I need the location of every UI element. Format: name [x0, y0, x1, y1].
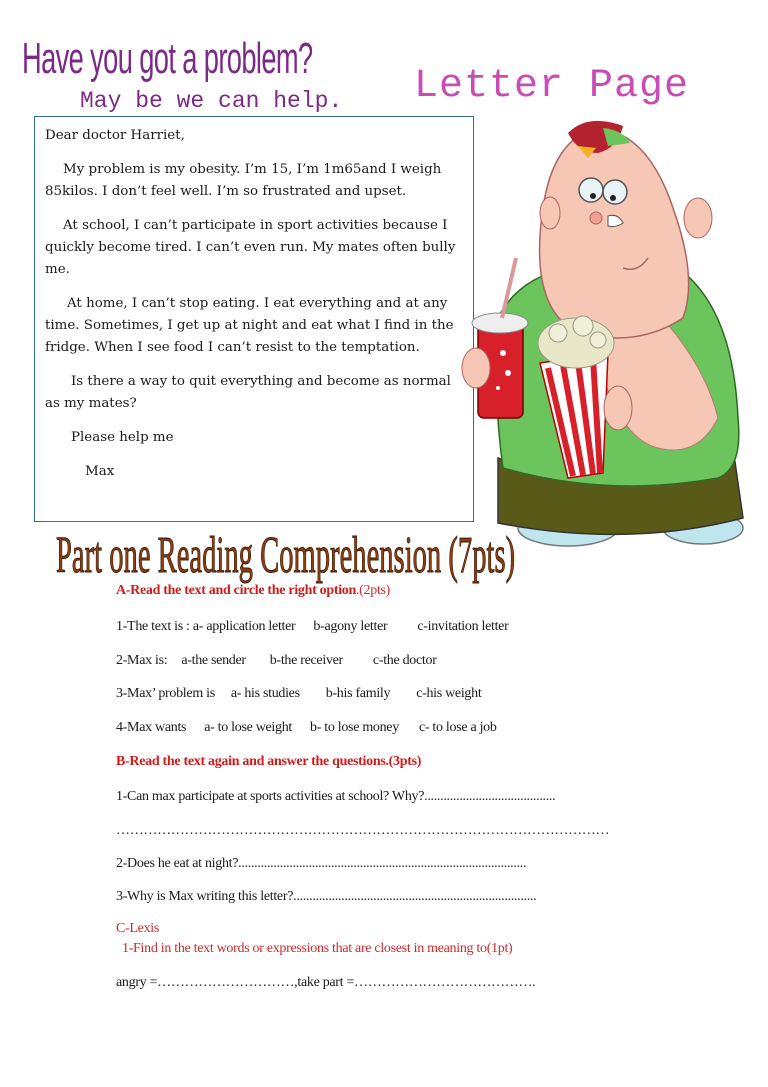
question-stem: 1-The text is :	[116, 619, 193, 634]
question-stem: 3-Max’ problem is	[116, 686, 215, 701]
section-a-points: .(2pts)	[355, 583, 391, 598]
letter-paragraph: My problem is my obesity. I’m 15, I’m 1m65and I weigh 85kilos. I don’t feel well. I’m so frustrated and upset.	[45, 162, 442, 199]
question-stem: 4-Max wants	[116, 720, 187, 735]
section-c-title: C-Lexis	[116, 921, 160, 936]
title-main: Have you got a problem?	[22, 34, 313, 83]
letter-signature: Max	[85, 464, 115, 479]
question-stem: 2-Max is:	[116, 653, 168, 668]
lexis-items[interactable]: angry =…………………………,take part =………………………………….	[116, 975, 536, 990]
question-b2[interactable]: 2-Does he eat at night?..........................................................................................	[116, 856, 527, 871]
option-a[interactable]: a- application letter	[192, 619, 296, 634]
boy-illustration	[458, 118, 768, 558]
question-b3[interactable]: 3-Why is Max writing this letter?............................................................................	[116, 889, 537, 904]
letter-paragraph: At home, I can’t stop eating. I eat everything and at any time. Sometimes, I get up at night and eat what I find in the fridge. When I see food I can’t resist to the temptation.	[45, 296, 454, 355]
option-b[interactable]: b- to lose money	[310, 720, 399, 735]
option-a[interactable]: a- to lose weight	[204, 720, 293, 735]
question-b1[interactable]: 1-Can max participate at sports activities at school? Why?.........................................	[116, 789, 556, 804]
section-b-title: B-Read the text again and answer the questions.(3pts)	[116, 754, 422, 769]
option-b[interactable]: b-agony letter	[313, 619, 388, 634]
letter-box	[34, 116, 474, 522]
letter-greeting: Dear doctor Harriet,	[45, 128, 185, 143]
option-b[interactable]: b-the receiver	[269, 653, 343, 668]
letter-paragraph: Is there a way to quit everything and become as normal as my mates?	[45, 374, 451, 411]
option-c[interactable]: c-the doctor	[372, 653, 437, 668]
title-subtitle: May be we can help.	[80, 88, 343, 114]
option-c[interactable]: c- to lose a job	[418, 720, 497, 735]
option-a[interactable]: a-the sender	[181, 653, 246, 668]
question-a1	[116, 619, 508, 635]
page-label: Letter Page	[414, 64, 690, 109]
section-c-instruction: 1-Find in the text words or expressions that are closest in meaning to(1pt)	[122, 941, 513, 956]
question-a2	[116, 653, 437, 669]
part-heading: Part one Reading Comprehension (7pts)	[56, 527, 516, 584]
question-a4	[116, 720, 497, 736]
letter-paragraph: At school, I can’t participate in sport activities because I quickly become tired. I can’t even run. My mates often bully me.	[45, 218, 456, 277]
section-a-title	[116, 583, 390, 599]
question-a3	[116, 686, 481, 702]
option-c[interactable]: c-invitation letter	[417, 619, 509, 634]
answer-line[interactable]: ………………………………………………………………………………………………	[116, 823, 610, 838]
option-b[interactable]: b-his family	[325, 686, 391, 701]
letter-closing: Please help me	[71, 430, 174, 445]
option-c[interactable]: c-his weight	[416, 686, 482, 701]
section-a-heading: A-Read the text and circle the right option	[116, 583, 356, 598]
option-a[interactable]: a- his studies	[230, 686, 300, 701]
